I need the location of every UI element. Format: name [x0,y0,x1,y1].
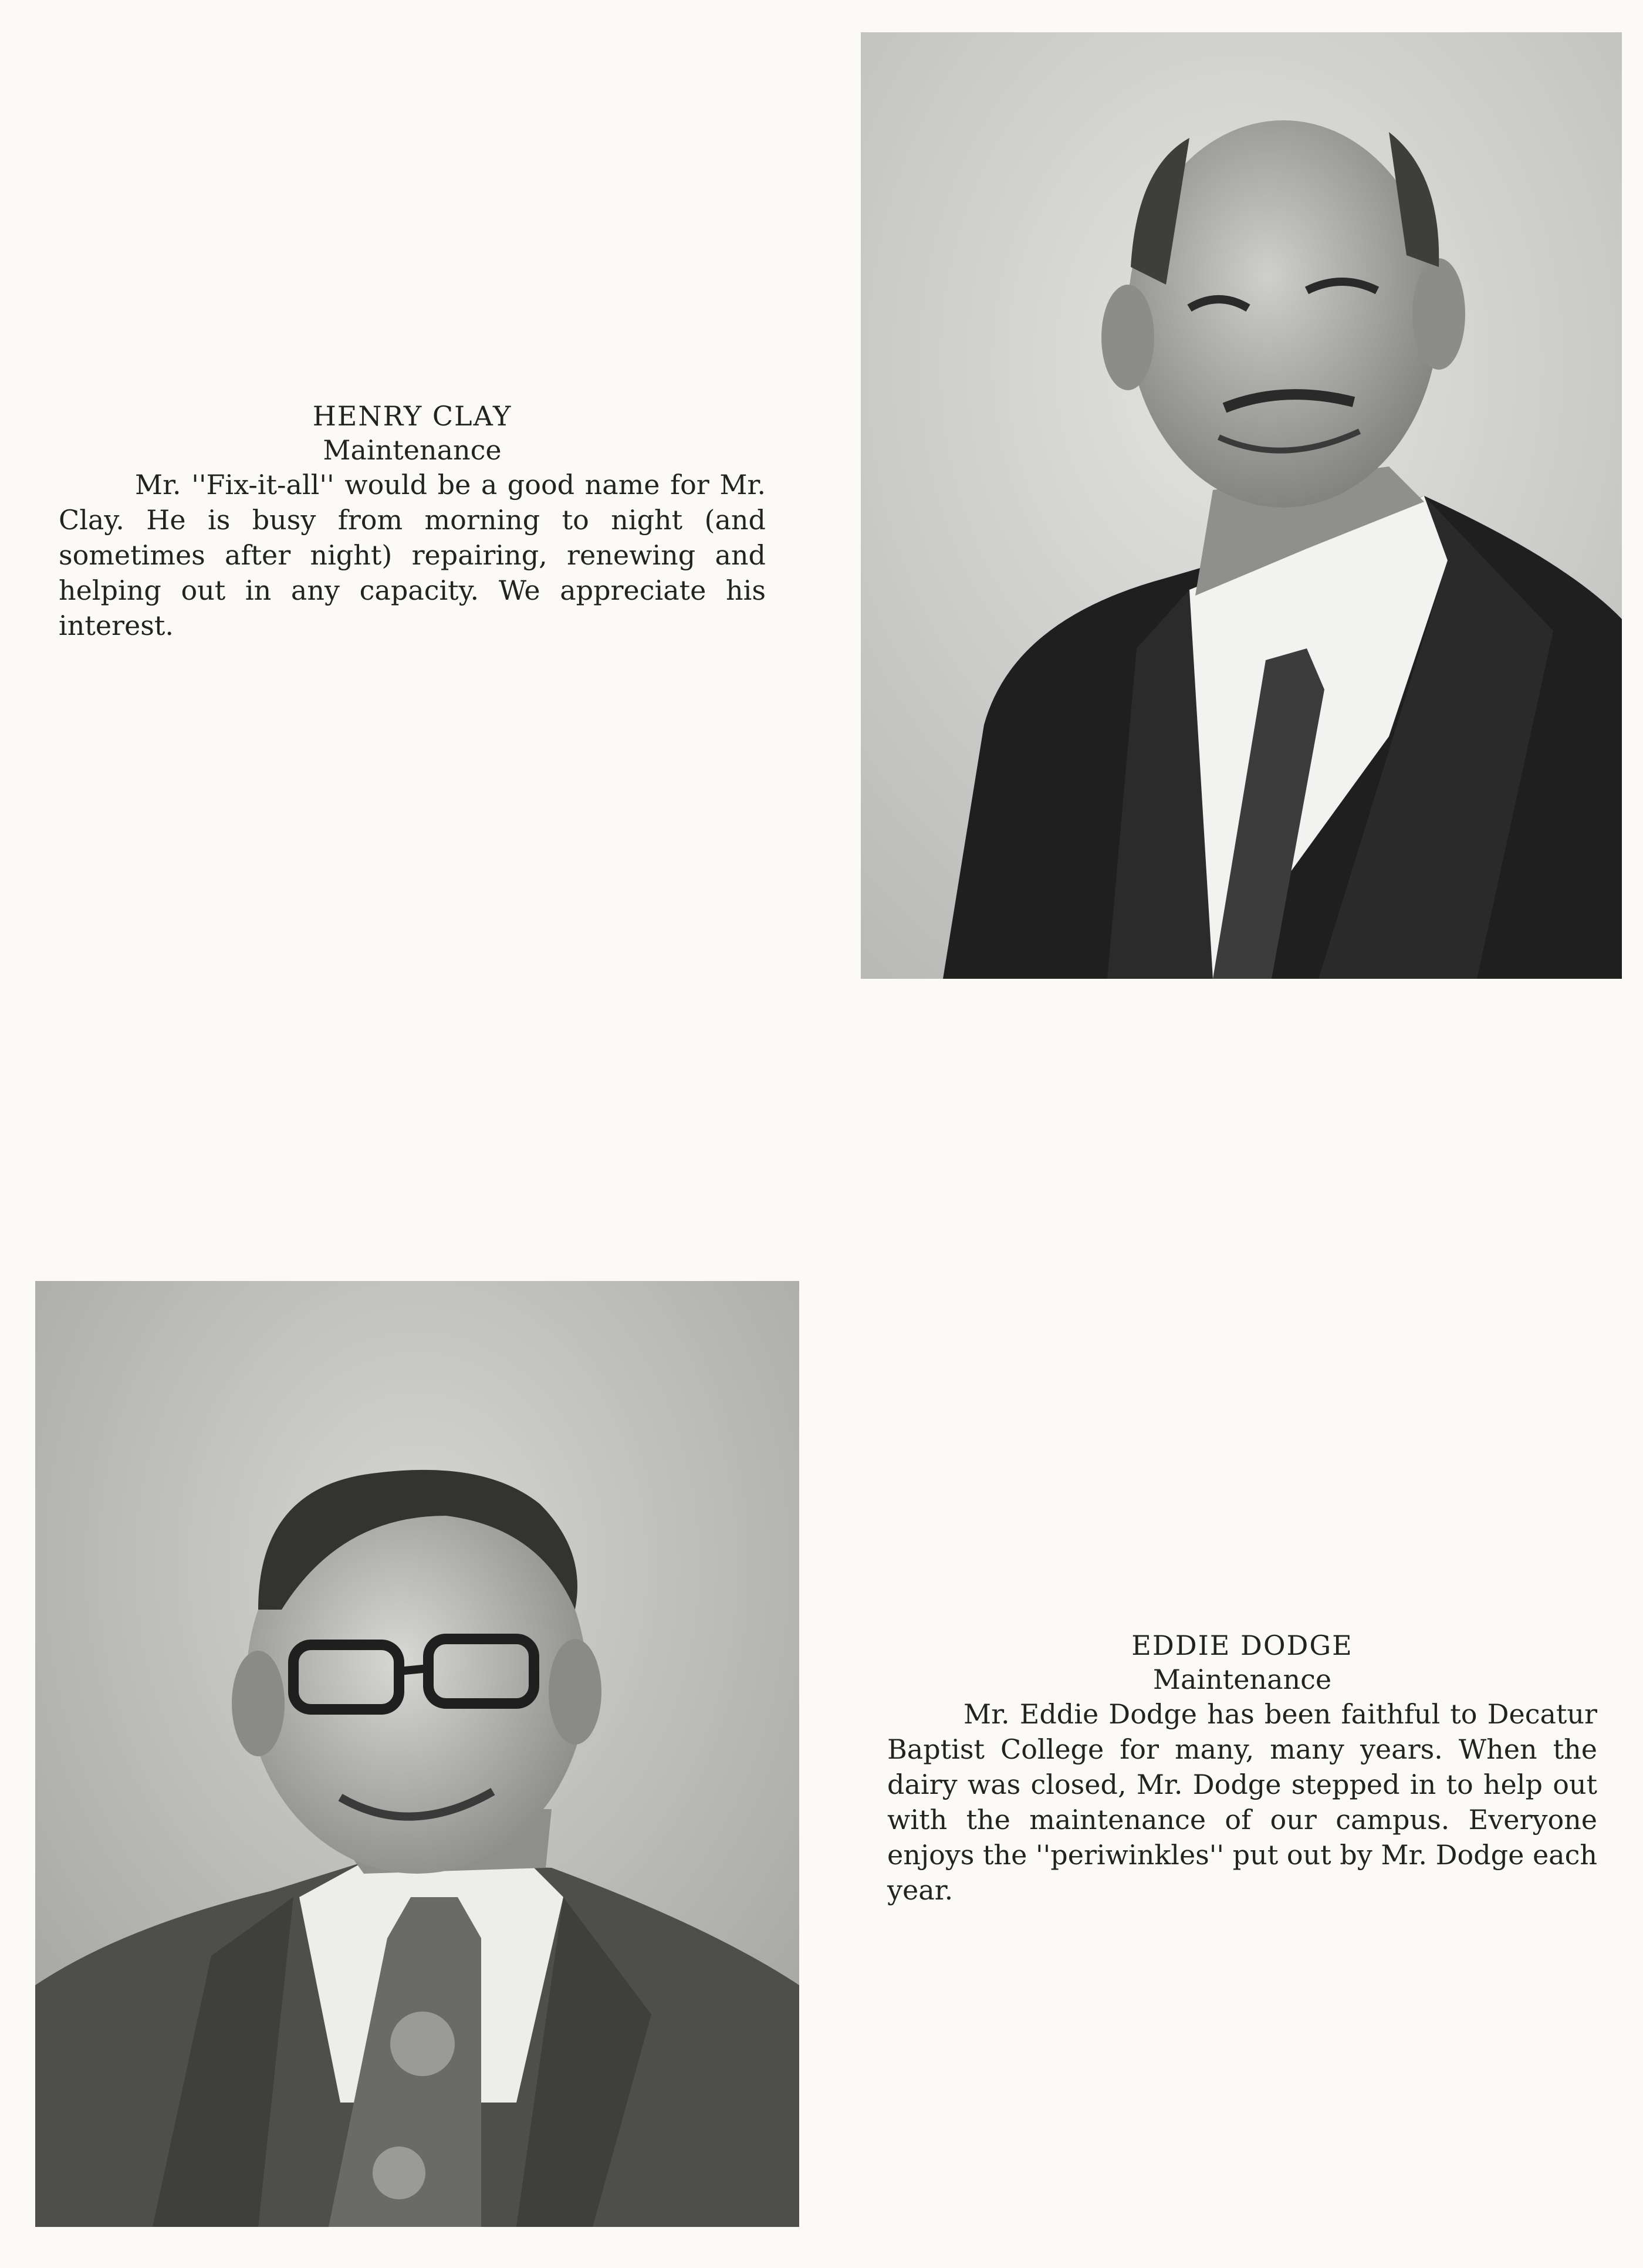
henry-clay-portrait-image [861,32,1622,979]
henry-clay-portrait [861,32,1622,979]
staff-name: EDDIE DODGE [1131,1630,1353,1661]
eddie-dodge-portrait-image [35,1281,799,2227]
henry-clay-entry [59,399,766,643]
eddie-dodge-entry [887,1628,1597,1908]
eddie-dodge-portrait [35,1281,799,2227]
staff-name: HENRY CLAY [312,400,512,432]
staff-bio: Mr. ''Fix-it-all'' would be a good name for Mr. Clay. He is busy from morning to night (and sometimes after night) repairing, renewing and helping out in any capacity. We appreciate his interest. [59,469,766,641]
staff-role: Maintenance [323,434,502,466]
staff-bio: Mr. Eddie Dodge has been faithful to Decatur Baptist College for many, many years. When the dairy was closed, Mr. Dodge stepped in to help out with the maintenance of our campus. Everyone enjoys the ''periwinkles'' put out by Mr. Dodge each year. [887,1698,1597,1906]
staff-role: Maintenance [1152,1664,1332,1695]
